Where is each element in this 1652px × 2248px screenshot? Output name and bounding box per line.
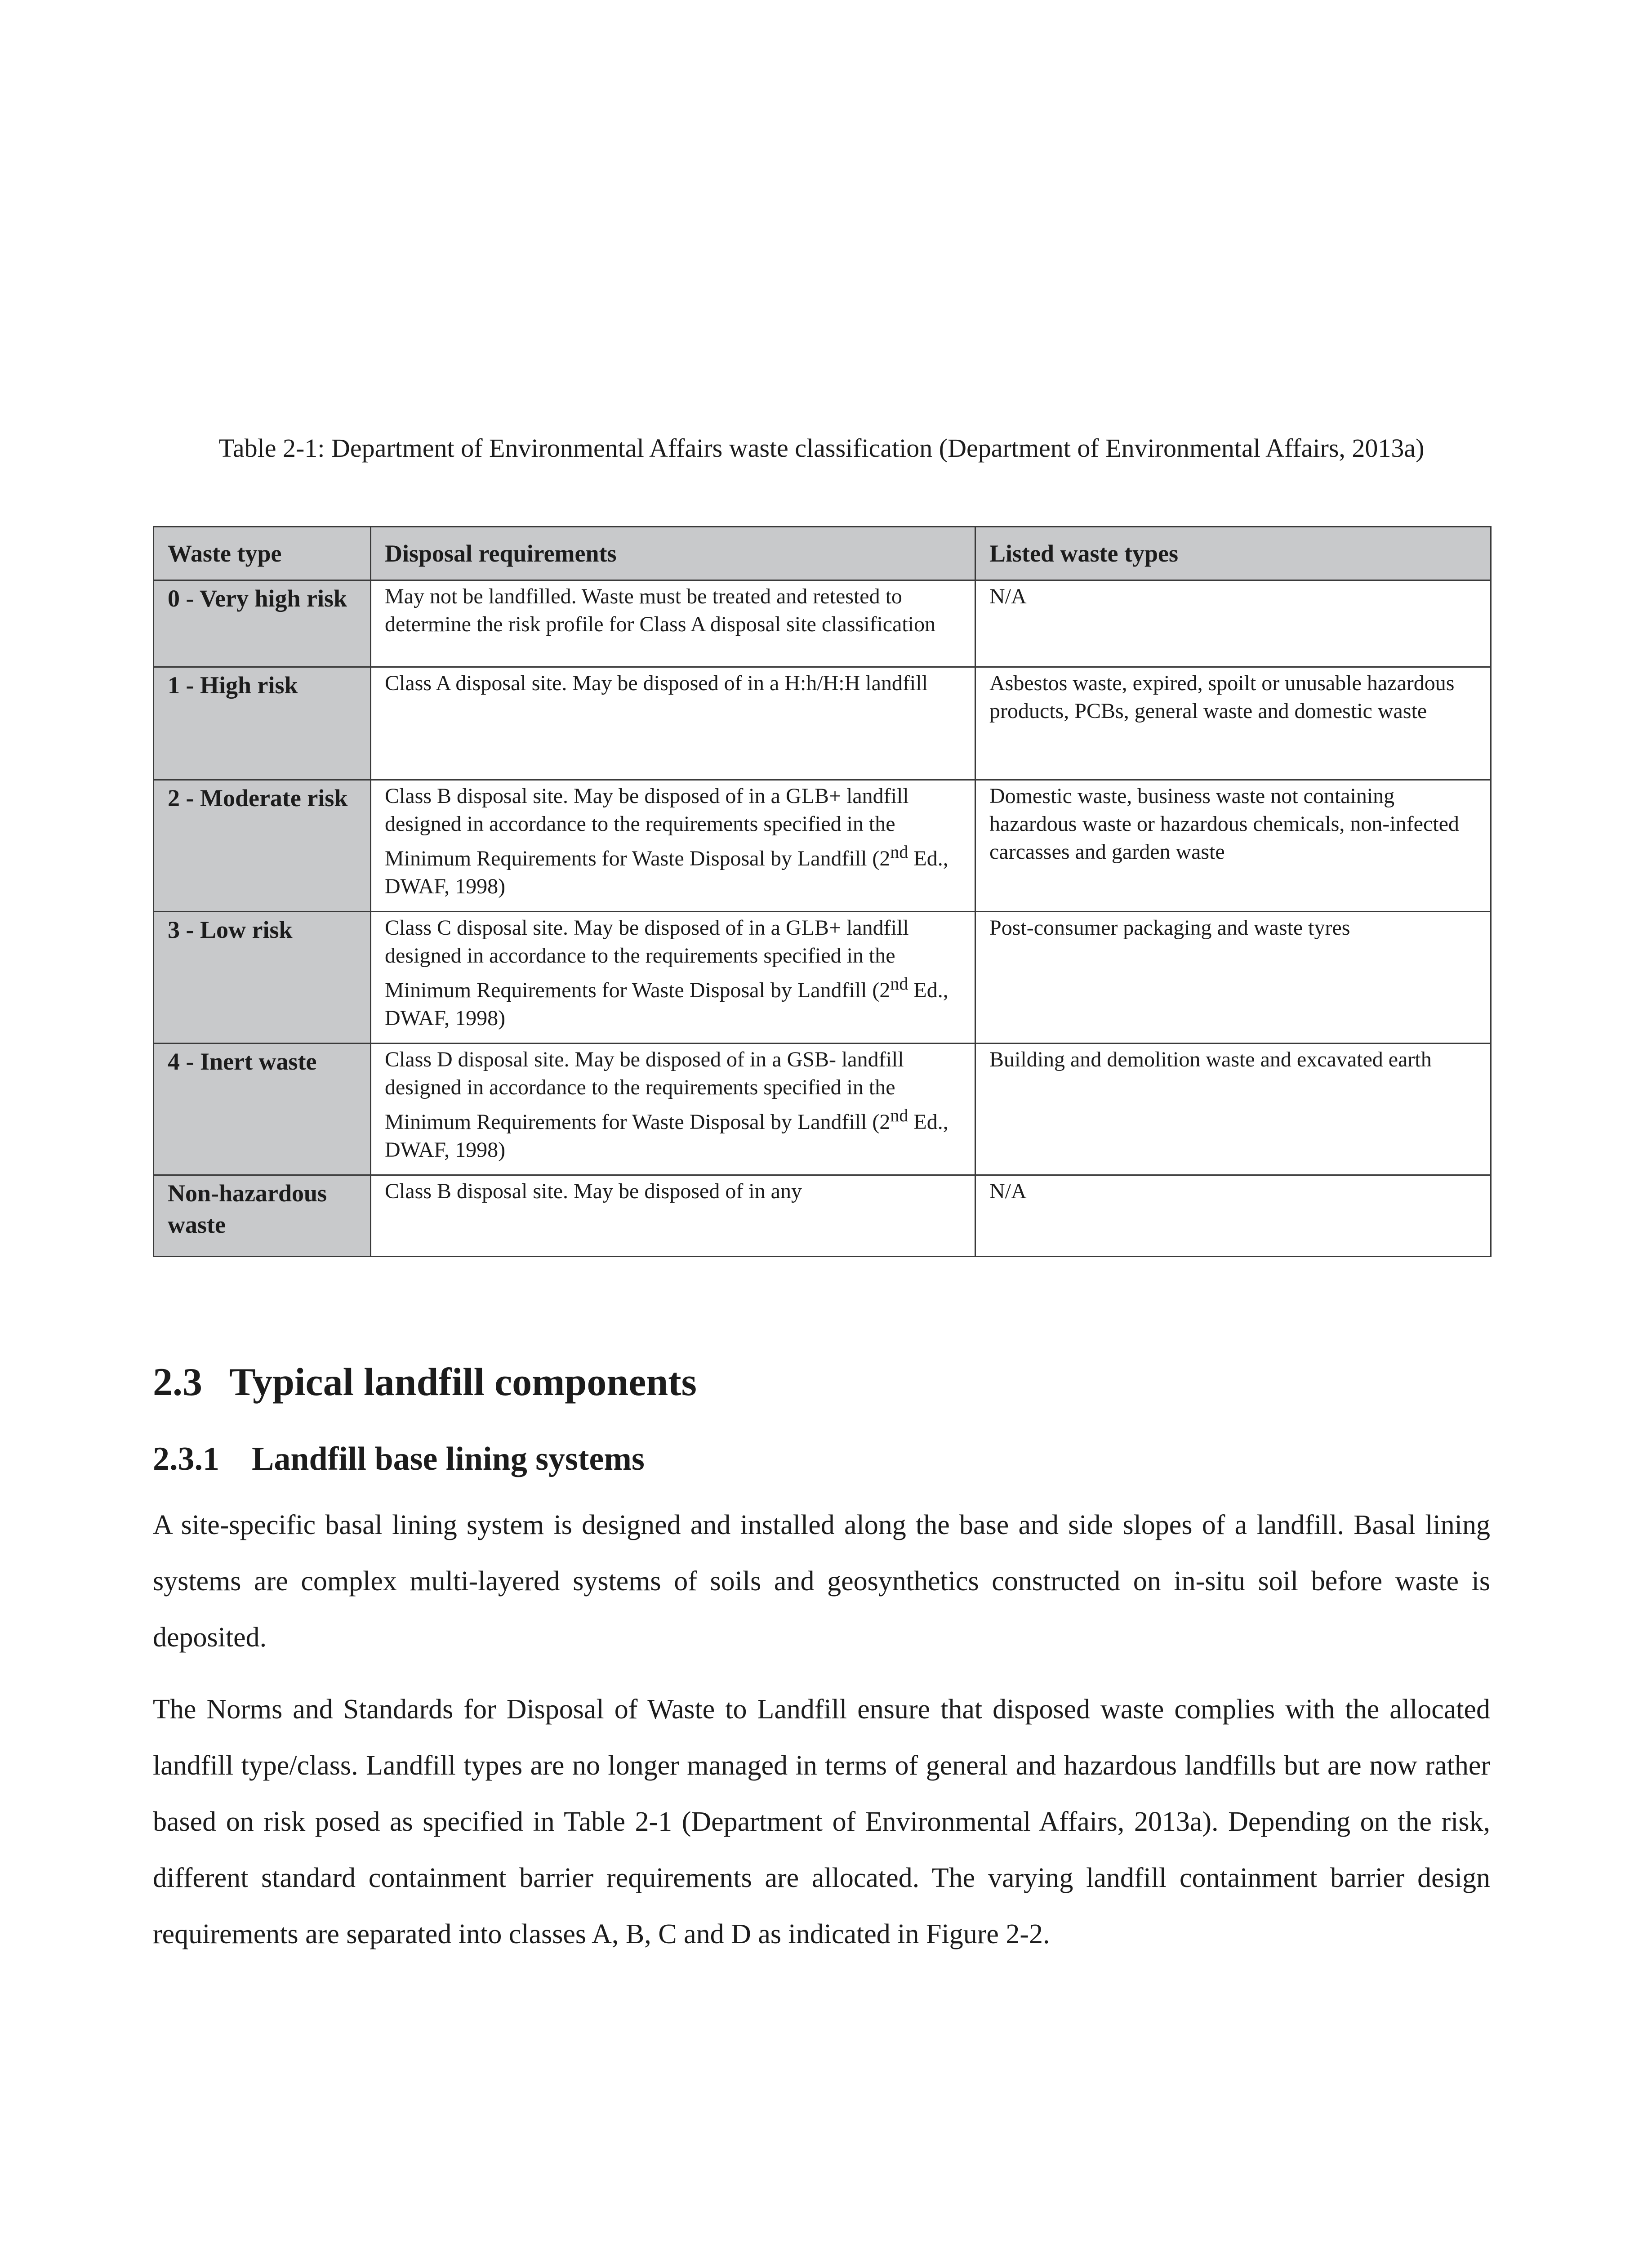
disposal-text-end: Ed., DWAF, 1998): [385, 1110, 948, 1162]
body-paragraph: A site-specific basal lining system is designed and installed along the base and side slopes of a landfill. Basal lining systems are complex multi-layered systems of soils and geosynthetics constructed on in-situ soil before waste is deposited.: [153, 1510, 1490, 1653]
waste-type-cell: Non-hazardous waste: [154, 1175, 371, 1257]
listed-cell: Asbestos waste, expired, spoilt or unusable hazardous products, PCBs, general waste and domestic waste: [975, 667, 1491, 780]
waste-type-cell: 2 - Moderate risk: [154, 780, 371, 912]
section-number: 2.3: [153, 1360, 202, 1404]
edition-superscript: nd: [890, 973, 908, 994]
table-row: [154, 667, 1491, 780]
body-paragraph: The Norms and Standards for Disposal of Waste to Landfill ensure that disposed waste complies with the allocated landfill type/class. Landfill types are no longer managed in terms of general and hazardous landfills but are now rather based on risk posed as specified in Table 2-1 (Department of Environmental Affairs, 2013a). Depending on the risk, different standard containment barrier requirements are allocated. The varying landfill containment barrier design requirements are separated into classes A, B, C and D as indicated in Figure 2-2.: [153, 1694, 1490, 1949]
disposal-cell: [371, 1044, 975, 1175]
edition-superscript: nd: [890, 842, 908, 862]
section-title: Typical landfill components: [229, 1360, 697, 1404]
disposal-text: Class D disposal site. May be disposed of in a GSB- landfill designed in accordance to the requirements specified in the Minimum Requirements for Waste Disposal by Landfill (2: [385, 1048, 904, 1134]
listed-cell: Building and demolition waste and excavated earth: [975, 1044, 1491, 1175]
table-row: [154, 1044, 1491, 1175]
waste-type-cell: 3 - Low risk: [154, 912, 371, 1044]
header-waste-type: Waste type: [154, 527, 371, 580]
waste-type-cell: 1 - High risk: [154, 667, 371, 780]
disposal-text: Class C disposal site. May be disposed of in a GLB+ landfill designed in accordance to the requirements specified in the Minimum Requirements for Waste Disposal by Landfill (2: [385, 916, 909, 1002]
table-row: [154, 912, 1491, 1044]
waste-classification-table: [153, 526, 1492, 1257]
waste-type-cell: 0 - Very high risk: [154, 580, 371, 667]
table-caption: Table 2-1: Department of Environmental Affairs waste classification (Department of Environmental Affairs, 2013a): [218, 433, 1425, 463]
listed-cell: Post-consumer packaging and waste tyres: [975, 912, 1491, 1044]
section-heading: [153, 1358, 697, 1407]
disposal-text-end: Ed., DWAF, 1998): [385, 978, 948, 1030]
disposal-cell: [371, 780, 975, 912]
listed-cell: N/A: [975, 1175, 1491, 1257]
table-header-row: [154, 527, 1491, 580]
disposal-cell: Class A disposal site. May be disposed of in a H:h/H:H landfill: [371, 667, 975, 780]
table-row: [154, 1175, 1491, 1257]
subsection-number: 2.3.1: [153, 1441, 219, 1477]
table-row: [154, 780, 1491, 912]
listed-cell: Domestic waste, business waste not containing hazardous waste or hazardous chemicals, non-infected carcasses and garden waste: [975, 780, 1491, 912]
disposal-text-end: Ed., DWAF, 1998): [385, 847, 948, 898]
edition-superscript: nd: [890, 1105, 908, 1125]
header-disposal-requirements: Disposal requirements: [371, 527, 975, 580]
disposal-cell: [371, 912, 975, 1044]
disposal-cell: Class B disposal site. May be disposed of in any: [371, 1175, 975, 1257]
disposal-cell: May not be landfilled. Waste must be treated and retested to determine the risk profile for Class A disposal site classification: [371, 580, 975, 667]
waste-type-cell: 4 - Inert waste: [154, 1044, 371, 1175]
subsection-heading: [153, 1439, 645, 1479]
subsection-title: Landfill base lining systems: [252, 1441, 645, 1477]
table-row: [154, 580, 1491, 667]
header-listed-waste-types: Listed waste types: [975, 527, 1491, 580]
disposal-text: Class B disposal site. May be disposed of in a GLB+ landfill designed in accordance to the requirements specified in the Minimum Requirements for Waste Disposal by Landfill (2: [385, 784, 909, 870]
listed-cell: N/A: [975, 580, 1491, 667]
